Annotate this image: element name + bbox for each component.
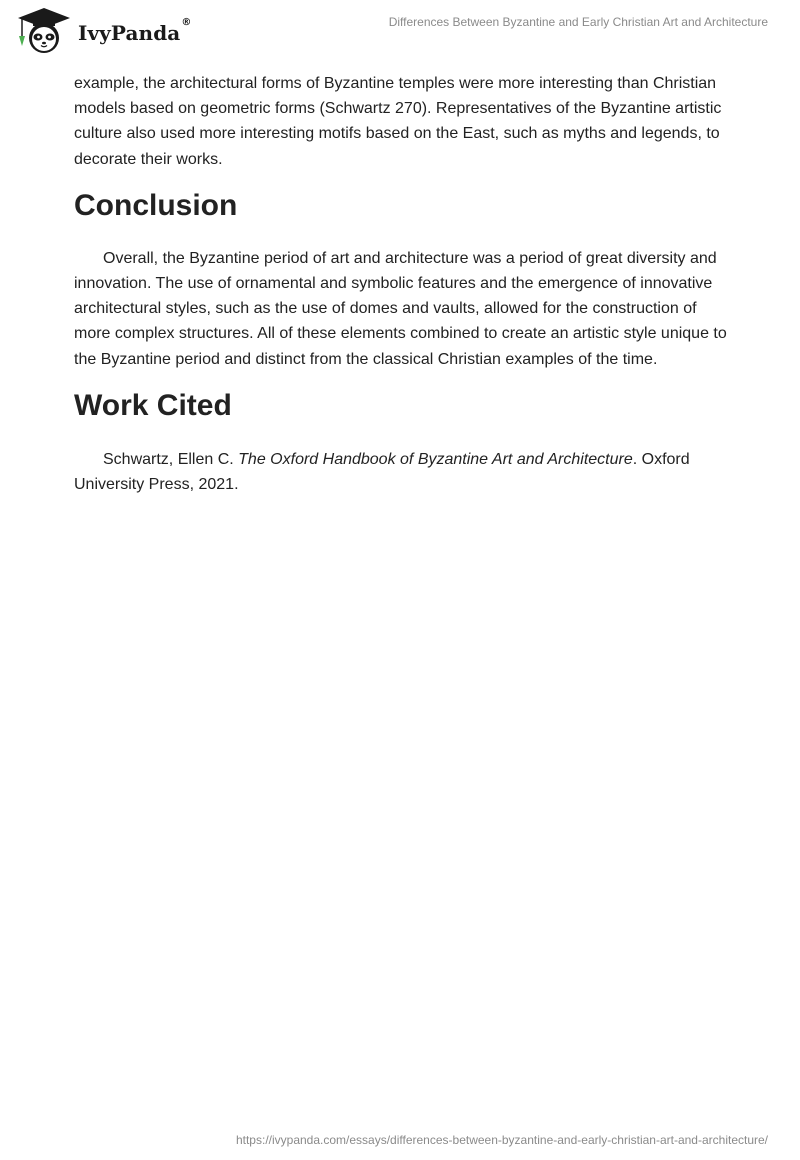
brand-logo[interactable] — [16, 6, 191, 56]
body-paragraph: example, the architectural forms of Byzantine temples were more interesting than Christian models based on geometric forms (Schwartz 270). Representatives of the Byzantine artistic culture also used more interesting motifs based on the East, such as myths and legends, to decorate their works. — [74, 75, 722, 168]
section-heading-conclusion: Conclusion — [74, 188, 238, 222]
citation-author: Schwartz, Ellen C. — [103, 450, 239, 468]
registered-mark: ® — [181, 17, 192, 28]
brand-name: IvyPanda® — [78, 17, 192, 45]
section-heading-work-cited: Work Cited — [74, 388, 232, 422]
citation-entry — [74, 447, 734, 497]
conclusion-paragraph: Overall, the Byzantine period of art and architecture was a period of great diversity and innovation. The use of ornamental and symbolic features and the emergence of innovative architectural styles, such as the use of domes and vaults, allowed for the construction of more complex structures. All of these elements combined to create an artistic style unique to the Byzantine period and distinct from the classical Christian examples of the time. — [74, 249, 727, 368]
source-url[interactable]: https://ivypanda.com/essays/differences-between-byzantine-and-early-christian-art-and-architecture/ — [235, 1133, 768, 1147]
page-header — [0, 0, 800, 60]
document-title: Differences Between Byzantine and Early Christian Art and Architecture — [388, 15, 768, 29]
citation-publisher: . Oxford University Press, 2021. — [74, 450, 690, 494]
essay-content — [74, 71, 734, 497]
citation-title: The Oxford Handbook of Byzantine Art and Architecture — [238, 450, 633, 468]
panda-logo-icon — [16, 6, 72, 56]
